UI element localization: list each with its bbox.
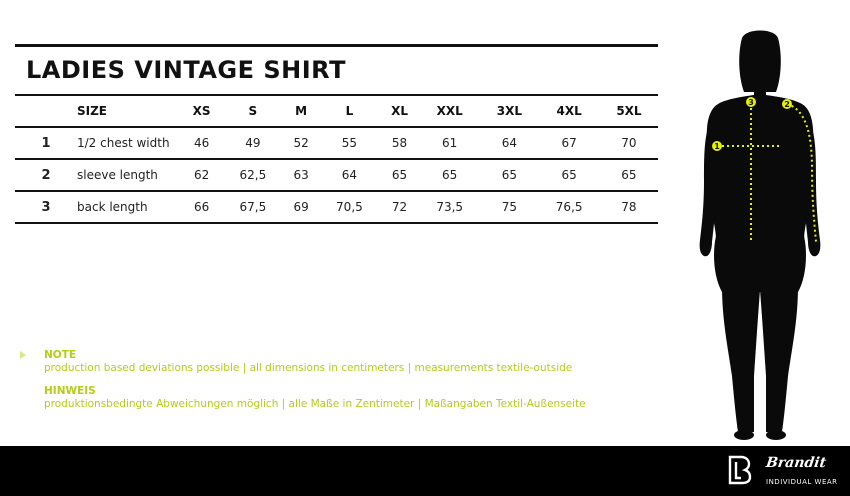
- table-cell: 72: [391, 200, 408, 214]
- table-cell: 65: [561, 168, 577, 182]
- table-cell: 67: [561, 136, 577, 150]
- table-cell: 69: [293, 200, 309, 214]
- table-cell: 75: [501, 200, 518, 214]
- row-index: 1: [41, 135, 51, 151]
- size-4xl-header: 4XL: [556, 104, 582, 118]
- brand-tagline: INDIVIDUAL WEAR: [766, 478, 838, 486]
- brand-name: Brandit: [764, 455, 828, 471]
- marker-1-label: 1: [714, 142, 720, 151]
- table-cell: 64: [341, 168, 358, 182]
- footer-bar: [0, 446, 850, 496]
- table-cell: 65: [442, 168, 458, 182]
- note-text: production based deviations possible | all dimensions in centimeters | measurements textile-outside: [44, 362, 573, 374]
- title-rule: [15, 44, 658, 47]
- brandit-b-logo-icon: [728, 455, 752, 485]
- table-row: [15, 127, 658, 159]
- table-cell: 62: [193, 168, 210, 182]
- size-xl-header: XL: [391, 104, 408, 118]
- row-label: back length: [77, 200, 148, 214]
- table-cell: 67,5: [239, 200, 267, 214]
- row-label: 1/2 chest width: [77, 136, 170, 150]
- page-title: LADIES VINTAGE SHIRT: [26, 56, 346, 84]
- header-size-label: SIZE: [77, 104, 108, 118]
- size-xs-header: XS: [192, 104, 211, 118]
- row-label: sleeve length: [77, 168, 158, 182]
- size-xxl-header: XXL: [436, 104, 463, 118]
- row-index: 2: [41, 167, 51, 183]
- table-cell: 58: [391, 136, 408, 150]
- table-cell: 78: [621, 200, 637, 214]
- size-l-header: L: [345, 104, 354, 118]
- size-m-header: M: [295, 104, 308, 118]
- marker-3-label: 3: [748, 98, 754, 107]
- table-cell: 52: [293, 136, 309, 150]
- table-cell: 49: [245, 136, 261, 150]
- row-index: 3: [41, 199, 51, 215]
- size-5xl-header: 5XL: [616, 104, 642, 118]
- table-cell: 46: [193, 136, 210, 150]
- size-3xl-header: 3XL: [496, 104, 523, 118]
- hinweis-heading: HINWEIS: [44, 385, 96, 397]
- table-cell: 61: [442, 136, 458, 150]
- size-s-header: S: [248, 104, 258, 118]
- table-cell: 65: [621, 168, 637, 182]
- note-marker-icon: [20, 351, 26, 359]
- table-cell: 70: [621, 136, 637, 150]
- table-cell: 63: [293, 168, 309, 182]
- body-silhouette: [690, 30, 830, 442]
- table-header-row: [15, 95, 658, 127]
- table-cell: 70,5: [336, 200, 363, 214]
- size-table: [15, 94, 658, 224]
- table-cell: 65: [501, 168, 518, 182]
- table-cell: 55: [341, 136, 358, 150]
- table-cell: 62,5: [239, 168, 267, 182]
- table-cell: 66: [193, 200, 210, 214]
- table-cell: 76,5: [555, 200, 583, 214]
- note-heading: NOTE: [44, 349, 77, 361]
- table-cell: 64: [501, 136, 518, 150]
- marker-2-label: 2: [784, 100, 790, 109]
- table-cell: 65: [391, 168, 408, 182]
- hinweis-text: produktionsbedingte Abweichungen möglich | alle Maße in Zentimeter | Maßangaben Textil-Außenseite: [44, 398, 586, 410]
- table-cell: 73,5: [436, 200, 464, 214]
- table-row: [15, 191, 658, 223]
- table-row: [15, 159, 658, 191]
- header-index-cell: [15, 95, 77, 127]
- notes-section: [44, 349, 586, 411]
